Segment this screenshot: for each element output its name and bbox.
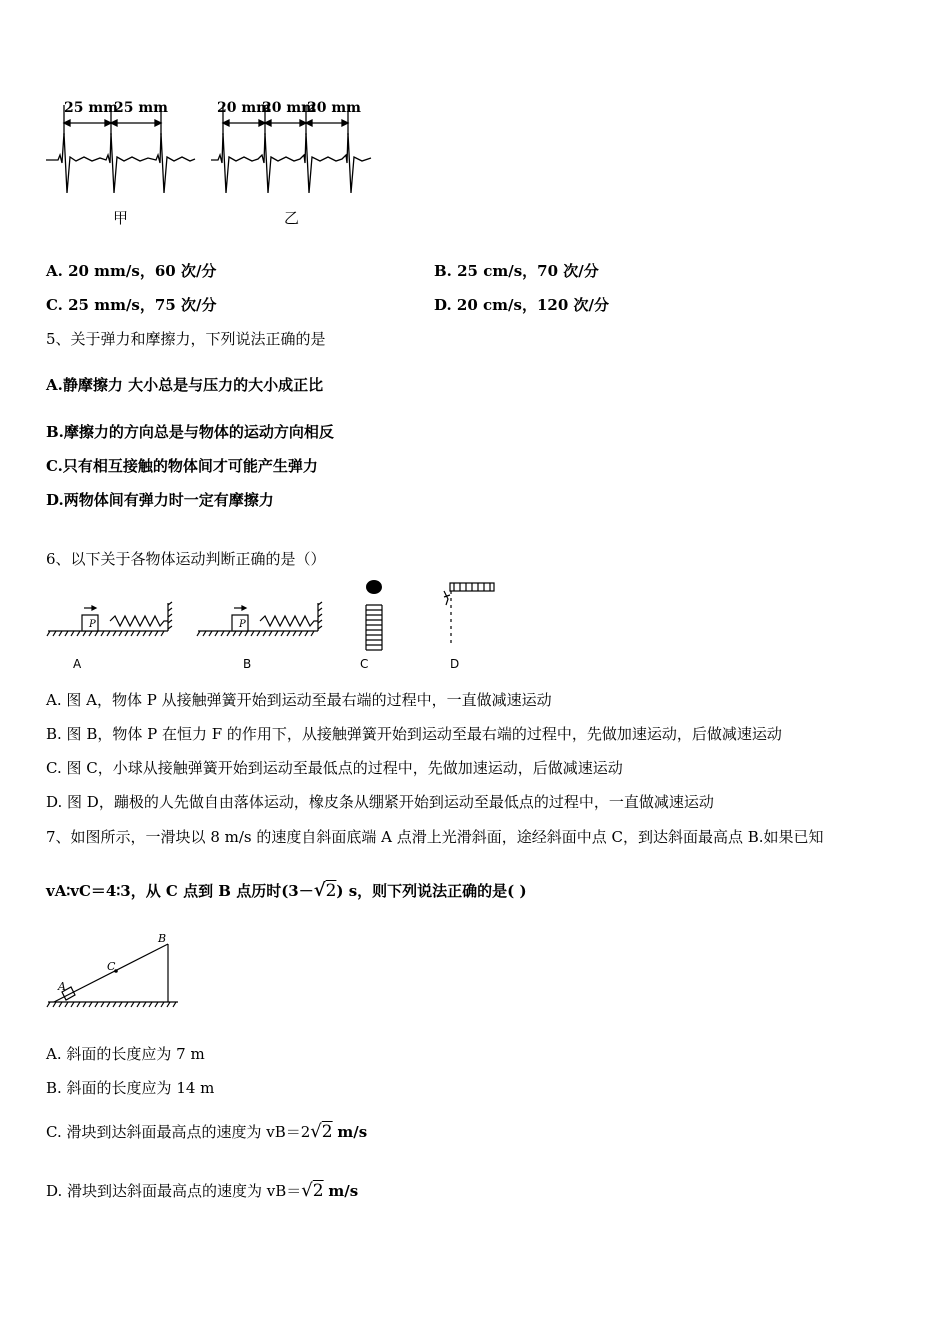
sqrt-symbol: √ <box>310 1121 322 1142</box>
q7-stem-line1: 7、如图所示，一滑块以 8 m/s 的速度自斜面底端 A 点滑上光滑斜面，途经斜面中点 C，到达斜面最高点 B.如果已知 <box>46 828 824 846</box>
ecg-yi-dim-1: 20 mm <box>217 100 271 116</box>
q4-option-c: C. 25 mm/s，75 次/分 <box>46 296 217 314</box>
q7-option-d-pre: D. 滑块到达斜面最高点的速度为 vB＝ <box>46 1182 302 1200</box>
q7-option-c-post: m/s <box>337 1123 368 1141</box>
q6-fig-label-c: C <box>360 657 369 671</box>
q6-option-d: D. 图 D，蹦极的人先做自由落体运动，橡皮条从绷紧开始到运动至最低点的过程中，一直做减速运动 <box>46 793 714 811</box>
q6-fig-label-b: B <box>243 657 252 671</box>
q6-block-label-a: P <box>89 619 96 630</box>
q7-option-d <box>46 1181 358 1201</box>
q7-stem-line2-a: vA∶vC＝4∶3，从 C 点到 B 点历时(3－ <box>46 882 314 900</box>
q5-option-d: D.两物体间有弹力时一定有摩擦力 <box>46 491 274 509</box>
q6-fig-label-d: D <box>450 657 460 671</box>
q7-option-c-pre: C. 滑块到达斜面最高点的速度为 vB＝2 <box>46 1123 311 1141</box>
q5-option-c: C.只有相互接触的物体间才可能产生弹力 <box>46 457 318 475</box>
q4-option-b: B. 25 cm/s，70 次/分 <box>434 262 599 280</box>
q6-option-b: B. 图 B，物体 P 在恒力 F 的作用下，从接触弹簧开始到运动至最右端的过程中，先做加速运动，后做减速运动 <box>46 725 782 743</box>
ecg-label-yi: 乙 <box>284 209 300 227</box>
ecg-jia-dim-1: 25 mm <box>64 100 118 116</box>
ecg-yi-dim-3: 20 mm <box>307 100 361 116</box>
q7-option-d-post: m/s <box>328 1182 359 1200</box>
q7-incline-figure <box>44 930 194 1015</box>
q7-option-d-sqrt-arg: 2 <box>312 1181 324 1201</box>
q6-option-a: A. 图 A，物体 P 从接触弹簧开始到运动至最右端的过程中，一直做减速运动 <box>46 691 552 709</box>
q7-stem-line2 <box>46 881 527 901</box>
q7-option-a: A. 斜面的长度应为 7 m <box>46 1045 205 1063</box>
q6-option-c: C. 图 C，小球从接触弹簧开始到运动至最低点的过程中，先做加速运动，后做减速运动 <box>46 759 623 777</box>
q7-point-c: C <box>107 960 116 973</box>
ecg-jia-dim-2: 25 mm <box>114 100 168 116</box>
sqrt-symbol: √ <box>301 1180 313 1201</box>
q7-stem-line2-b: ) s，则下列说法正确的是( ) <box>336 882 527 900</box>
q6-fig-label-a: A <box>73 657 82 671</box>
q7-sqrt-arg: 2 <box>325 881 337 901</box>
q5-stem: 5、关于弹力和摩擦力，下列说法正确的是 <box>46 330 326 348</box>
ecg-yi-dim-2: 20 mm <box>262 100 316 116</box>
q6-stem: 6、以下关于各物体运动判断正确的是（） <box>46 550 326 568</box>
q7-option-b: B. 斜面的长度应为 14 m <box>46 1079 215 1097</box>
q5-option-b: B.摩擦力的方向总是与物体的运动方向相反 <box>46 423 334 441</box>
q5-option-a: A.静摩擦力 大小总是与压力的大小成正比 <box>46 376 324 394</box>
q7-option-c <box>46 1122 367 1142</box>
q4-option-a: A. 20 mm/s，60 次/分 <box>46 262 217 280</box>
q7-point-b: B <box>158 932 167 945</box>
ecg-label-jia: 甲 <box>113 209 129 227</box>
q6-figures <box>40 575 510 675</box>
q4-option-d: D. 20 cm/s，120 次/分 <box>434 296 609 314</box>
q6-block-label-b: P <box>239 619 246 630</box>
sqrt-symbol: √ <box>313 880 326 901</box>
q7-option-c-sqrt-arg: 2 <box>321 1122 333 1142</box>
q7-point-a: A <box>58 980 66 993</box>
